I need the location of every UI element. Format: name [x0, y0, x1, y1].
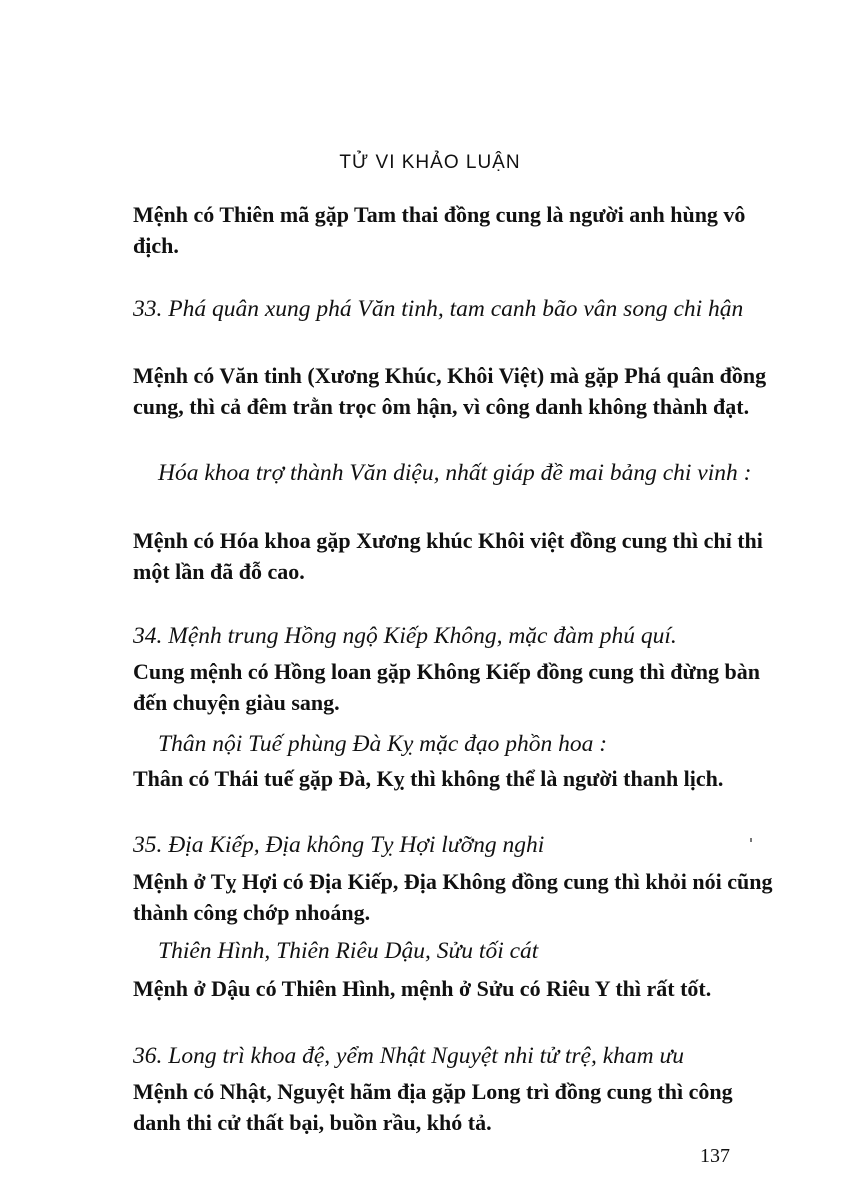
paragraph-thien-ma: Mệnh có Thiên mã gặp Tam thai đồng cung là người anh hùng vô địch.: [133, 202, 746, 258]
paragraph-36: Mệnh có Nhật, Nguyệt hãm địa gặp Long trì đồng cung thì công danh thi cử thất bại, buồn rầu, khó tả.: [133, 1079, 733, 1135]
paragraph-thien-hinh: Mệnh ở Dậu có Thiên Hình, mệnh ở Sửu có Riêu Y thì rất tốt.: [133, 976, 712, 1001]
heading-33: 33. Phá quân xung phá Văn tinh, tam canh bão vân song chi hận: [133, 296, 744, 322]
paragraph-35: Mệnh ở Tỵ Hợi có Địa Kiếp, Địa Không đồng cung thì khỏi nói cũng thành công chớp nhoáng.: [133, 869, 773, 925]
heading-than-noi: Thân nội Tuế phùng Đà Kỵ mặc đạo phồn hoa :: [158, 731, 608, 757]
paragraph-hoa-khoa: Mệnh có Hóa khoa gặp Xương khúc Khôi việt đồng cung thì chỉ thi một lần đã đỗ cao.: [133, 528, 763, 584]
paragraph-34: Cung mệnh có Hồng loan gặp Không Kiếp đồng cung thì đừng bàn đến chuyện giàu sang.: [133, 659, 760, 715]
heading-thien-hinh: Thiên Hình, Thiên Riêu Dậu, Sửu tối cát: [158, 938, 539, 964]
scan-speck: [750, 838, 752, 842]
heading-34: 34. Mệnh trung Hồng ngộ Kiếp Không, mặc đàm phú quí.: [133, 623, 677, 649]
paragraph-than-noi: Thân có Thái tuế gặp Đà, Kỵ thì không thể là người thanh lịch.: [133, 766, 724, 791]
heading-36: 36. Long trì khoa đệ, yểm Nhật Nguyệt nhi tử trệ, kham ưu: [133, 1043, 685, 1069]
running-header: TỬ VI KHẢO LUẬN: [339, 152, 521, 173]
heading-hoa-khoa: Hóa khoa trợ thành Văn diệu, nhất giáp đề mai bảng chi vinh :: [158, 460, 752, 486]
heading-35: 35. Địa Kiếp, Địa không Tỵ Hợi lưỡng nghi: [133, 832, 545, 858]
page-number: 137: [700, 1145, 730, 1167]
paragraph-33: Mệnh có Văn tinh (Xương Khúc, Khôi Việt) mà gặp Phá quân đồng cung, thì cả đêm trằn trọc ôm hận, vì công danh không thành đạt.: [133, 363, 767, 419]
